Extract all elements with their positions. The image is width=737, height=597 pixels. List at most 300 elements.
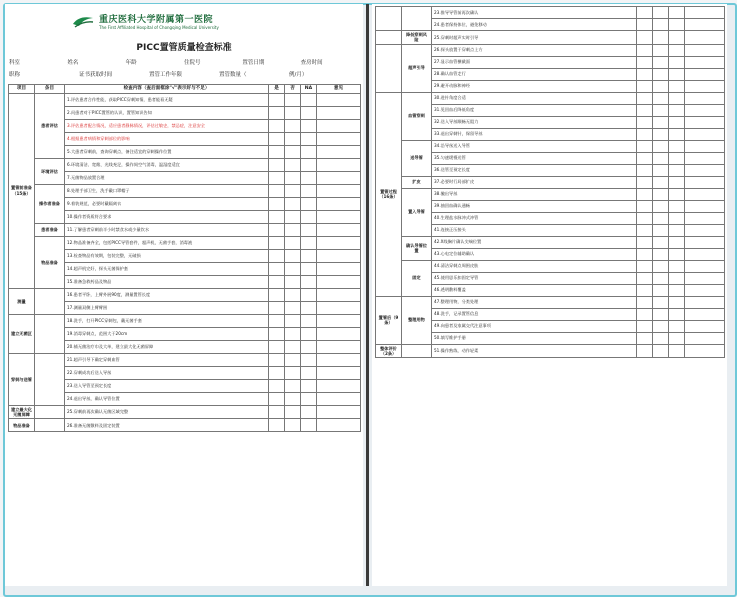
check-na-cell[interactable] [301, 379, 317, 392]
comment-cell[interactable] [685, 332, 725, 344]
check-no-cell[interactable] [653, 176, 669, 188]
check-na-cell[interactable] [669, 92, 685, 104]
comment-cell[interactable] [685, 344, 725, 358]
category-label [35, 405, 65, 419]
comment-cell[interactable] [317, 301, 361, 314]
category-label: 确认导管位置 [402, 236, 432, 260]
category-label: 物品准备 [35, 236, 65, 288]
check-no-cell[interactable] [285, 171, 301, 184]
check-yes-cell[interactable] [637, 44, 653, 56]
comment-cell[interactable] [685, 308, 725, 320]
table-row [376, 260, 725, 272]
check-yes-cell[interactable] [269, 119, 285, 132]
check-na-cell[interactable] [301, 275, 317, 288]
category-label [35, 314, 65, 353]
check-no-cell[interactable] [653, 296, 669, 308]
check-yes-cell[interactable] [269, 93, 285, 106]
check-no-cell[interactable] [285, 379, 301, 392]
check-na-cell[interactable] [301, 171, 317, 184]
section-label [376, 7, 402, 31]
check-yes-cell[interactable] [637, 296, 653, 308]
category-label [402, 344, 432, 358]
check-no-cell[interactable] [653, 248, 669, 260]
check-na-cell[interactable] [301, 353, 317, 366]
table-row [9, 405, 361, 419]
check-no-cell[interactable] [285, 93, 301, 106]
comment-cell[interactable] [685, 188, 725, 200]
check-no-cell[interactable] [653, 344, 669, 358]
check-na-cell[interactable] [669, 212, 685, 224]
comment-cell[interactable] [685, 296, 725, 308]
comment-cell[interactable] [685, 176, 725, 188]
check-yes-cell[interactable] [269, 132, 285, 145]
table-row [9, 158, 361, 171]
check-na-cell[interactable] [669, 200, 685, 212]
check-yes-cell[interactable] [637, 31, 653, 45]
check-no-cell[interactable] [285, 275, 301, 288]
comment-cell[interactable] [317, 327, 361, 340]
check-yes-cell[interactable] [269, 197, 285, 210]
criterion-text: 49.向患者及家属交代注意事项 [432, 320, 637, 332]
check-no-cell[interactable] [285, 236, 301, 249]
check-na-cell[interactable] [669, 188, 685, 200]
table-row [376, 140, 725, 152]
check-na-cell[interactable] [669, 31, 685, 45]
check-no-cell[interactable] [653, 80, 669, 92]
check-yes-cell[interactable] [637, 320, 653, 332]
comment-cell[interactable] [317, 210, 361, 223]
comment-cell[interactable] [685, 44, 725, 56]
check-no-cell[interactable] [285, 301, 301, 314]
comment-cell[interactable] [685, 320, 725, 332]
check-no-cell[interactable] [285, 353, 301, 366]
header-field: 查房时间 [300, 60, 323, 66]
check-no-cell[interactable] [285, 405, 301, 419]
section-label: 置管后（9条） [376, 296, 402, 344]
check-yes-cell[interactable] [637, 200, 653, 212]
check-yes-cell[interactable] [637, 308, 653, 320]
comment-cell[interactable] [685, 68, 725, 80]
comment-cell[interactable] [685, 260, 725, 272]
check-na-cell[interactable] [301, 197, 317, 210]
check-na-cell[interactable] [669, 140, 685, 152]
comment-cell[interactable] [317, 236, 361, 249]
comment-cell[interactable] [685, 116, 725, 128]
check-na-cell[interactable] [301, 236, 317, 249]
table-row [376, 344, 725, 358]
comment-cell[interactable] [317, 249, 361, 262]
check-na-cell[interactable] [301, 93, 317, 106]
check-yes-cell[interactable] [637, 116, 653, 128]
header-field: 年龄 [125, 60, 137, 66]
check-yes-cell[interactable] [269, 405, 285, 419]
check-no-cell[interactable] [285, 327, 301, 340]
comment-cell[interactable] [317, 405, 361, 419]
check-no-cell[interactable] [285, 340, 301, 353]
form-page-left [5, 4, 363, 586]
check-no-cell[interactable] [653, 308, 669, 320]
check-yes-cell[interactable] [269, 223, 285, 236]
table-row [9, 314, 361, 327]
criterion-text: 4.根据患者病情和穿刺部位的影响 [65, 132, 269, 145]
comment-cell[interactable] [685, 284, 725, 296]
check-yes-cell[interactable] [637, 19, 653, 31]
check-na-cell[interactable] [669, 68, 685, 80]
criterion-text: 31.见回血后降低角度 [432, 104, 637, 116]
check-yes-cell[interactable] [269, 184, 285, 197]
check-yes-cell[interactable] [269, 392, 285, 405]
check-yes-cell[interactable] [637, 212, 653, 224]
comment-cell[interactable] [317, 119, 361, 132]
comment-cell[interactable] [685, 7, 725, 19]
comment-cell[interactable] [685, 224, 725, 236]
check-yes-cell[interactable] [637, 7, 653, 19]
criterion-text: 32.送入导丝顺畅无阻力 [432, 116, 637, 128]
criterion-text: 23.推导导管前再次确认 [432, 7, 637, 19]
check-na-cell[interactable] [301, 262, 317, 275]
comment-cell[interactable] [317, 106, 361, 119]
check-na-cell[interactable] [301, 184, 317, 197]
header-field: 置管工作年限 [149, 72, 183, 78]
check-na-cell[interactable] [669, 80, 685, 92]
check-no-cell[interactable] [653, 92, 669, 104]
check-na-cell[interactable] [669, 56, 685, 68]
criterion-text: 21.超声引导下确定穿刺血管 [65, 353, 269, 366]
check-no-cell[interactable] [653, 212, 669, 224]
check-yes-cell[interactable] [637, 284, 653, 296]
check-no-cell[interactable] [653, 284, 669, 296]
check-yes-cell[interactable] [269, 301, 285, 314]
check-no-cell[interactable] [653, 152, 669, 164]
comment-cell[interactable] [685, 212, 725, 224]
criterion-text: 46.透明敷料覆盖 [432, 284, 637, 296]
comment-cell[interactable] [317, 184, 361, 197]
check-yes-cell[interactable] [269, 171, 285, 184]
check-na-cell[interactable] [301, 392, 317, 405]
check-no-cell[interactable] [653, 272, 669, 284]
criterion-text: 35.匀速缓慢送管 [432, 152, 637, 164]
check-na-cell[interactable] [301, 327, 317, 340]
check-no-cell[interactable] [285, 223, 301, 236]
check-yes-cell[interactable] [269, 262, 285, 275]
check-yes-cell[interactable] [269, 366, 285, 379]
check-no-cell[interactable] [285, 106, 301, 119]
check-no-cell[interactable] [285, 119, 301, 132]
check-yes-cell[interactable] [269, 236, 285, 249]
criterion-text: 9.着装规范，必要时戴隔离衣 [65, 197, 269, 210]
check-na-cell[interactable] [301, 301, 317, 314]
check-na-cell[interactable] [669, 128, 685, 140]
check-no-cell[interactable] [285, 288, 301, 301]
check-na-cell[interactable] [669, 236, 685, 248]
check-na-cell[interactable] [669, 344, 685, 358]
comment-cell[interactable] [685, 56, 725, 68]
criterion-text: 1.评估患者合作性能，获取PICC穿刺知情，患者能看无疑 [65, 93, 269, 106]
check-na-cell[interactable] [301, 366, 317, 379]
table-row [376, 176, 725, 188]
comment-cell[interactable] [685, 164, 725, 176]
criterion-text: 51.操作熟练，动作轻柔 [432, 344, 637, 358]
criterion-text: 8.处理手部卫生，洗手戴口罩帽子 [65, 184, 269, 197]
column-header: NA [301, 85, 317, 94]
check-no-cell[interactable] [653, 68, 669, 80]
comment-cell[interactable] [317, 379, 361, 392]
check-na-cell[interactable] [669, 224, 685, 236]
table-row [376, 296, 725, 308]
comment-cell[interactable] [317, 353, 361, 366]
table-row [376, 44, 725, 56]
check-na-cell[interactable] [669, 104, 685, 116]
check-no-cell[interactable] [653, 200, 669, 212]
comment-cell[interactable] [685, 140, 725, 152]
category-label: 患者准备 [35, 223, 65, 236]
criterion-text: 42.X线胸片确认尖端位置 [432, 236, 637, 248]
check-no-cell[interactable] [653, 224, 669, 236]
comment-cell[interactable] [317, 262, 361, 275]
check-yes-cell[interactable] [637, 176, 653, 188]
check-no-cell[interactable] [285, 419, 301, 432]
check-na-cell[interactable] [669, 260, 685, 272]
comment-cell[interactable] [685, 128, 725, 140]
criterion-text: 40.生理盐水脉冲式冲管 [432, 212, 637, 224]
check-yes-cell[interactable] [637, 92, 653, 104]
comment-cell[interactable] [317, 340, 361, 353]
check-yes-cell[interactable] [269, 314, 285, 327]
check-na-cell[interactable] [301, 223, 317, 236]
category-label: 整理用物 [402, 296, 432, 344]
check-na-cell[interactable] [669, 272, 685, 284]
check-yes-cell[interactable] [637, 104, 653, 116]
section-label [376, 44, 402, 92]
criterion-text: 47.整理用物，分类处理 [432, 296, 637, 308]
check-no-cell[interactable] [285, 392, 301, 405]
check-yes-cell[interactable] [269, 106, 285, 119]
criterion-text: 34.沿导丝送入导管 [432, 140, 637, 152]
comment-cell[interactable] [317, 392, 361, 405]
criterion-text: 5.大患者穿刺前，查询穿刺点，备注适宜的穿刺操作位置 [65, 145, 269, 158]
table-row [9, 288, 361, 301]
check-yes-cell[interactable] [637, 236, 653, 248]
category-label [35, 419, 65, 432]
table-row [376, 188, 725, 200]
check-yes-cell[interactable] [637, 56, 653, 68]
check-na-cell[interactable] [669, 248, 685, 260]
criterion-text: 13.检查物品有效期，包装完整，无破损 [65, 249, 269, 262]
criterion-text: 15.准备急救药品及物品 [65, 275, 269, 288]
criterion-text: 26.探头放置于穿刺点上方 [432, 44, 637, 56]
check-yes-cell[interactable] [637, 128, 653, 140]
criterion-text: 48.洗手，记录置管信息 [432, 308, 637, 320]
check-na-cell[interactable] [301, 314, 317, 327]
check-yes-cell[interactable] [637, 344, 653, 358]
check-yes-cell[interactable] [637, 188, 653, 200]
check-na-cell[interactable] [669, 320, 685, 332]
check-yes-cell[interactable] [269, 419, 285, 432]
comment-cell[interactable] [317, 132, 361, 145]
criterion-text: 24.退出导丝，确认导管位置 [65, 392, 269, 405]
table-row [376, 31, 725, 45]
comment-cell[interactable] [685, 152, 725, 164]
check-yes-cell[interactable] [637, 80, 653, 92]
table-row [9, 353, 361, 366]
section-label: 测量 [9, 288, 35, 314]
section-label: 建立无菌区 [9, 314, 35, 353]
check-na-cell[interactable] [669, 7, 685, 19]
column-header: 检查内容（查后面框涂"√"表示好与不足） [65, 85, 269, 94]
check-no-cell[interactable] [653, 164, 669, 176]
check-na-cell[interactable] [669, 116, 685, 128]
column-header: 意见 [317, 85, 361, 94]
check-yes-cell[interactable] [269, 379, 285, 392]
check-no-cell[interactable] [285, 145, 301, 158]
criterion-text: 3.评估患者配合情况，适应患者静脉情况，评估过敏史，禁忌症，注意安全 [65, 119, 269, 132]
comment-cell[interactable] [685, 104, 725, 116]
check-na-cell[interactable] [301, 405, 317, 419]
check-na-cell[interactable] [669, 164, 685, 176]
check-yes-cell[interactable] [637, 248, 653, 260]
check-yes-cell[interactable] [269, 275, 285, 288]
header-field: 职称 [9, 72, 21, 78]
criterion-text: 50.填写维护手册 [432, 332, 637, 344]
check-no-cell[interactable] [285, 158, 301, 171]
check-no-cell[interactable] [653, 320, 669, 332]
criterion-text: 28.确认血管走行 [432, 68, 637, 80]
check-no-cell[interactable] [653, 140, 669, 152]
comment-cell[interactable] [685, 272, 725, 284]
check-no-cell[interactable] [285, 366, 301, 379]
check-na-cell[interactable] [301, 158, 317, 171]
check-na-cell[interactable] [669, 176, 685, 188]
check-yes-cell[interactable] [269, 210, 285, 223]
category-label: 扩皮 [402, 176, 432, 188]
check-no-cell[interactable] [653, 116, 669, 128]
check-na-cell[interactable] [301, 106, 317, 119]
check-yes-cell[interactable] [637, 152, 653, 164]
check-no-cell[interactable] [285, 249, 301, 262]
check-no-cell[interactable] [653, 7, 669, 19]
check-na-cell[interactable] [301, 132, 317, 145]
check-na-cell[interactable] [669, 332, 685, 344]
criterion-text: 33.退出穿刺针，保留导丝 [432, 128, 637, 140]
criterion-text: 43.心电定位辅助确认 [432, 248, 637, 260]
header-field: 姓名 [67, 60, 79, 66]
check-na-cell[interactable] [301, 210, 317, 223]
comment-cell[interactable] [317, 158, 361, 171]
comment-cell[interactable] [317, 419, 361, 432]
section-label: 建立最大化无菌屏障 [9, 405, 35, 419]
comment-cell[interactable] [317, 223, 361, 236]
check-no-cell[interactable] [653, 104, 669, 116]
table-row [376, 7, 725, 19]
check-no-cell[interactable] [285, 132, 301, 145]
comment-cell[interactable] [317, 171, 361, 184]
comment-cell[interactable] [317, 275, 361, 288]
check-yes-cell[interactable] [637, 140, 653, 152]
category-label: 血管穿刺 [402, 92, 432, 140]
comment-cell[interactable] [317, 314, 361, 327]
section-label [376, 31, 402, 45]
check-no-cell[interactable] [285, 210, 301, 223]
comment-cell[interactable] [317, 145, 361, 158]
check-yes-cell[interactable] [269, 327, 285, 340]
comment-cell[interactable] [317, 288, 361, 301]
check-no-cell[interactable] [653, 332, 669, 344]
check-no-cell[interactable] [653, 44, 669, 56]
comment-cell[interactable] [317, 366, 361, 379]
check-no-cell[interactable] [653, 56, 669, 68]
check-yes-cell[interactable] [637, 332, 653, 344]
check-yes-cell[interactable] [269, 249, 285, 262]
check-no-cell[interactable] [653, 260, 669, 272]
comment-cell[interactable] [317, 93, 361, 106]
check-na-cell[interactable] [669, 284, 685, 296]
check-na-cell[interactable] [669, 44, 685, 56]
hospital-name-en: The First Affiliated Hospital of Chongqing Medical University [99, 25, 219, 30]
table-row [9, 419, 361, 432]
check-yes-cell[interactable] [269, 353, 285, 366]
check-na-cell[interactable] [669, 19, 685, 31]
check-no-cell[interactable] [285, 184, 301, 197]
comment-cell[interactable] [685, 200, 725, 212]
check-yes-cell[interactable] [637, 224, 653, 236]
comment-cell[interactable] [317, 197, 361, 210]
category-label: 患者评估 [35, 93, 65, 158]
check-na-cell[interactable] [669, 296, 685, 308]
inspection-table-left [8, 84, 361, 432]
check-na-cell[interactable] [301, 340, 317, 353]
check-na-cell[interactable] [669, 308, 685, 320]
check-na-cell[interactable] [301, 119, 317, 132]
check-yes-cell[interactable] [637, 260, 653, 272]
check-no-cell[interactable] [653, 31, 669, 45]
check-yes-cell[interactable] [269, 145, 285, 158]
check-na-cell[interactable] [301, 288, 317, 301]
check-no-cell[interactable] [285, 262, 301, 275]
check-na-cell[interactable] [669, 152, 685, 164]
check-yes-cell[interactable] [637, 272, 653, 284]
comment-cell[interactable] [685, 92, 725, 104]
criterion-text: 6.环境清洁、宽敞、光线充足，操作间空气消毒，温湿度适宜 [65, 158, 269, 171]
check-na-cell[interactable] [301, 419, 317, 432]
check-yes-cell[interactable] [269, 340, 285, 353]
criterion-text: 29.避开动脉和神经 [432, 80, 637, 92]
check-na-cell[interactable] [301, 249, 317, 262]
comment-cell[interactable] [685, 19, 725, 31]
check-no-cell[interactable] [285, 314, 301, 327]
check-no-cell[interactable] [285, 197, 301, 210]
criterion-text: 41.连接正压接头 [432, 224, 637, 236]
category-label: 置入导管 [402, 188, 432, 236]
check-na-cell[interactable] [301, 145, 317, 158]
comment-cell[interactable] [685, 31, 725, 45]
page-divider [366, 4, 369, 586]
criterion-text: 26.准备无菌敷料及固定装置 [65, 419, 269, 432]
check-yes-cell[interactable] [269, 158, 285, 171]
criterion-text: 20.铺无菌治疗巾及大单，建立最大化无菌屏障 [65, 340, 269, 353]
check-yes-cell[interactable] [637, 164, 653, 176]
check-yes-cell[interactable] [269, 288, 285, 301]
check-no-cell[interactable] [653, 128, 669, 140]
check-yes-cell[interactable] [637, 68, 653, 80]
comment-cell[interactable] [685, 236, 725, 248]
criterion-text: 39.抽回血确认通畅 [432, 200, 637, 212]
check-no-cell[interactable] [653, 188, 669, 200]
comment-cell[interactable] [685, 248, 725, 260]
check-no-cell[interactable] [653, 19, 669, 31]
check-no-cell[interactable] [653, 236, 669, 248]
comment-cell[interactable] [685, 80, 725, 92]
criterion-text: 7.无菌物品放置合理 [65, 171, 269, 184]
